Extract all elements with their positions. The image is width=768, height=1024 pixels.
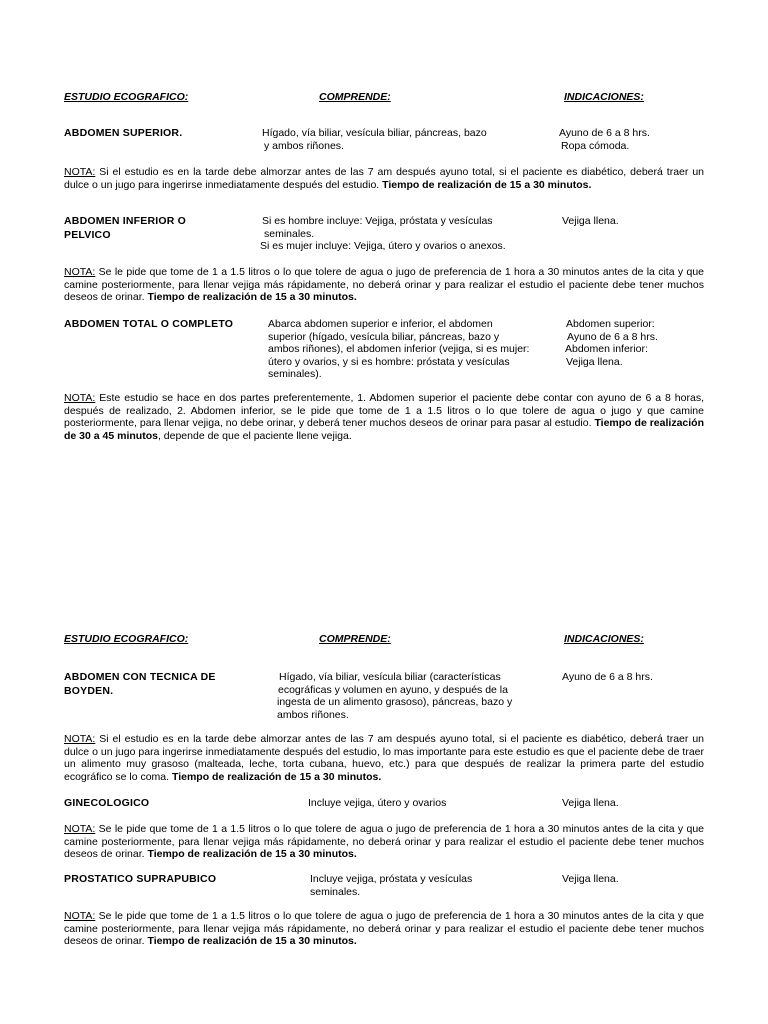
nota-text: Si el estudio es en la tarde debe almorzar antes de las 7 am después ayuno total, si el paciente es diabético, deberá traer un dulce o un jugo para ingerirse inmediatamente después del estudio. [64, 166, 704, 191]
prostatico-indicaciones: Vejiga llena. [562, 873, 619, 885]
ginecologico-indicaciones: Vejiga llena. [562, 797, 619, 809]
comprende-line: Abarca abdomen superior e inferior, el abdomen [268, 318, 493, 330]
boyden-title [64, 671, 216, 697]
abdomen-superior-indicaciones [559, 127, 650, 152]
nota-label: NOTA: [64, 910, 96, 922]
header-comprende: COMPRENDE: [319, 91, 391, 103]
nota-text: Se le pide que tome de 1 a 1.5 litros o lo que tolere de agua o jugo de preferencia de 1 hora a 30 minutos antes de la cita y que camine posteriormente, para llenar vejiga más rápidamente, no deberá orinar y para realizar el estudio el paciente debe tener muchos deseos de orinar. [64, 910, 704, 948]
nota-label: NOTA: [64, 733, 96, 745]
nota-text: Si el estudio es en la tarde debe almorzar antes de las 7 am después ayuno total, si el paciente es diabético, deberá traer un dulce o un jugo para ingerirse inmediatamente después del estudio, lo mas importante para este estudio es que el paciente debe de traer un alimento muy grasoso (malteada, leche, torta cubana, huevo, etc.) para que después de realizar la primera parte del estudio ecográfico se lo coma. [64, 733, 704, 783]
comprende-line: Si es hombre incluye: Vejiga, próstata y vesículas [262, 215, 493, 227]
prostatico-comprende [310, 873, 472, 898]
header-indicaciones: INDICACIONES: [564, 633, 644, 645]
nota-time: Tiempo de realización de 15 a 30 minutos. [147, 935, 357, 948]
nota-label: NOTA: [64, 266, 96, 278]
header-indicaciones: INDICACIONES: [564, 91, 644, 103]
boyden-indicaciones: Ayuno de 6 a 8 hrs. [562, 671, 653, 683]
abdomen-total-comprende [268, 318, 529, 381]
nota-tail: , depende de que el paciente llene vejiga. [157, 429, 352, 442]
comprende-line: útero y ovarios, y si es hombre: próstata y vesículas [268, 355, 510, 368]
header-comprende: COMPRENDE: [319, 633, 391, 645]
nota-label: NOTA: [64, 166, 96, 178]
abdomen-total-nota [64, 392, 704, 442]
header-estudio: ESTUDIO ECOGRAFICO: [64, 633, 189, 645]
abdomen-total-indicaciones [566, 318, 658, 368]
nota-text: Se le pide que tome de 1 a 1.5 litros o lo que tolere de agua o jugo de preferencia de 1 hora a 30 minutos antes de la cita y que camine posteriormente, para llenar vejiga más rápidamente, no deberá orinar y para realizar el estudio el paciente debe tener muchos deseos de orinar. [64, 823, 704, 861]
comprende-line: Incluye vejiga, próstata y vesículas [310, 873, 473, 885]
prostatico-title: PROSTATICO SUPRAPUBICO [64, 873, 217, 885]
boyden-nota [64, 733, 704, 783]
abdomen-inferior-nota [64, 266, 704, 304]
comprende-line: ambos riñones), el abdomen inferior (vejiga, si es mujer: [268, 343, 530, 356]
nota-label: NOTA: [64, 823, 96, 835]
title-line: PELVICO [64, 228, 111, 241]
title-line: ABDOMEN CON TECNICA DE [64, 671, 216, 683]
comprende-line: Si es mujer incluye: Vejiga, útero y ovarios o anexos. [260, 240, 506, 253]
indicacion-line: Abdomen inferior: [565, 343, 648, 356]
nota-label: NOTA: [64, 392, 96, 404]
nota-time: Tiempo de realización de 30 a 45 minutos [64, 417, 704, 442]
indicacion-line: Ropa cómoda. [561, 139, 630, 152]
nota-time: Tiempo de realización de 15 a 30 minutos. [147, 848, 357, 861]
title-line: BOYDEN. [64, 684, 114, 697]
nota-text: Este estudio se hace en dos partes preferentemente, 1. Abdomen superior el paciente debe contar con ayuno de 6 a 8 horas, después de realizado, 2. Abdomen inferior, se le pide que tome de 1 a 1.5 litros o lo que tolere de agua o jugo y que camine posteriormente, para llenar vejiga, no debe orinar, y deberá tener muchos deseos de orinar para pasar al estudio. [64, 392, 704, 430]
comprende-line: Hígado, vía biliar, vesícula biliar, páncreas, bazo [262, 127, 487, 139]
abdomen-inferior-title [64, 215, 186, 241]
comprende-line: ecográficas y volumen en ayuno, y después de la [278, 683, 508, 696]
indicacion-line: Ayuno de 6 a 8 hrs. [567, 330, 658, 343]
abdomen-superior-comprende [262, 127, 487, 152]
nota-time: Tiempo de realización de 15 a 30 minutos. [171, 770, 382, 783]
comprende-line: seminales). [268, 368, 322, 381]
comprende-line: superior (hígado, vesícula biliar, páncreas, bazo y [268, 330, 500, 343]
nota-text: Se le pide que tome de 1 a 1.5 litros o lo que tolere de agua o jugo de preferencia de 1 hora a 30 minutos antes de la cita y que camine posteriormente, para llenar vejiga más rápidamente, no deberá orinar y para realizar el estudio el paciente debe tener muchos deseos de orinar. [64, 266, 704, 304]
abdomen-inferior-indicaciones: Vejiga llena. [562, 215, 619, 227]
indicacion-line: Ayuno de 6 a 8 hrs. [559, 127, 650, 139]
indicacion-line: Abdomen superior: [566, 318, 655, 330]
ginecologico-comprende: Incluye vejiga, útero y ovarios [308, 797, 447, 809]
indicacion-line: Vejiga llena. [566, 355, 623, 368]
comprende-line: ambos riñones. [277, 708, 349, 721]
title-line: ABDOMEN INFERIOR O [64, 215, 187, 227]
boyden-comprende [277, 671, 512, 721]
comprende-line: seminales. [264, 227, 315, 240]
comprende-line: ingesta de un alimento grasoso), páncreas, bazo y [277, 696, 513, 709]
comprende-line: seminales. [310, 885, 361, 898]
abdomen-superior-nota [64, 166, 704, 191]
prostatico-nota [64, 910, 704, 948]
comprende-line: y ambos riñones. [264, 139, 344, 152]
nota-time: Tiempo de realización de 15 a 30 minutos. [382, 178, 592, 191]
ginecologico-title: GINECOLOGICO [64, 797, 150, 809]
abdomen-inferior-comprende [262, 215, 506, 253]
abdomen-superior-title: ABDOMEN SUPERIOR. [64, 127, 183, 139]
ginecologico-nota [64, 823, 704, 861]
abdomen-total-title: ABDOMEN TOTAL O COMPLETO [64, 318, 234, 330]
header-estudio: ESTUDIO ECOGRAFICO: [64, 91, 189, 103]
comprende-line: Hígado, vía biliar, vesícula biliar (características [279, 671, 501, 683]
nota-time: Tiempo de realización de 15 a 30 minutos. [147, 291, 357, 304]
